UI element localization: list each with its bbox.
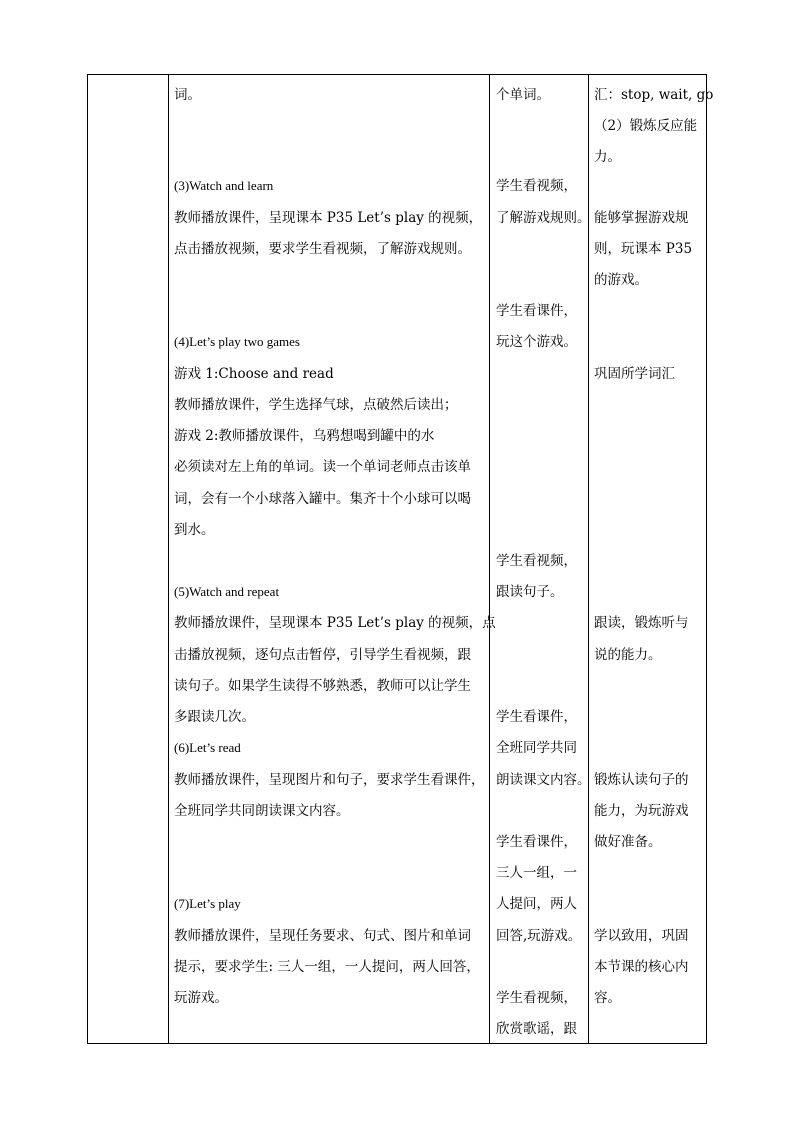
text-line: (7)Let’s play [174, 896, 241, 911]
text-line: 能力，为玩游戏 [594, 803, 689, 819]
text-line: 玩这个游戏。 [496, 334, 577, 350]
text-line: 说的能力。 [594, 647, 662, 663]
text-line: 玩游戏。 [174, 990, 228, 1006]
text-line: 游戏 1:Choose and read [174, 366, 334, 382]
text-line: 教师播放课件，呈现任务要求、句式、图片和单词 [174, 928, 471, 944]
text-line: 学生看课件， [496, 834, 577, 850]
text-line: 游戏 2:教师播放课件，乌鸦想喝到罐中的水 [174, 428, 435, 444]
text-line: 朗读课文内容。 [496, 772, 591, 788]
text-line: 了解游戏规则。 [496, 210, 591, 226]
text-line: (3)Watch and learn [174, 178, 274, 193]
text-line: 学生看视频， [496, 178, 577, 194]
text-line: 到水。 [174, 522, 215, 538]
text-line: 容。 [594, 990, 621, 1006]
text-line: 教师播放课件，呈现课本 P35 Let’s play 的视频， [174, 210, 483, 226]
text-line: 做好准备。 [594, 834, 662, 850]
text-line: 的游戏。 [594, 272, 648, 288]
text-line: 巩固所学词汇 [594, 366, 675, 382]
text-line: （2）锻炼反应能 [594, 118, 698, 134]
text-line: 跟读句子。 [496, 584, 564, 600]
text-line: 学生看课件， [496, 303, 577, 319]
text-line: 则，玩课本 P35 [594, 241, 693, 257]
text-line: 跟读，锻炼听与 [594, 615, 689, 631]
text-line: 回答,玩游戏。 [496, 928, 582, 944]
text-line: 教师播放课件，呈现图片和句子，要求学生看课件， [174, 772, 485, 788]
text-line: 本节课的核心内 [594, 959, 689, 975]
text-line: 学生看课件， [496, 709, 577, 725]
teacher-activity-column [174, 75, 496, 1043]
lesson-plan-table [87, 74, 714, 1044]
text-line: 学生看视频， [496, 990, 577, 1006]
text-line: 教师播放课件，学生选择气球，点破然后读出； [174, 397, 458, 413]
text-line: 力。 [594, 149, 621, 165]
text-line: (4)Let’s play two games [174, 334, 300, 349]
text-line: 三人一组，一 [496, 865, 577, 881]
text-line: 汇：stop, wait, go [594, 87, 714, 103]
text-line: 提示，要求学生: 三人一组，一人提问，两人回答， [174, 959, 480, 975]
text-line: 学生看视频， [496, 553, 577, 569]
text-line: 欣赏歌谣，跟 [496, 1021, 577, 1037]
text-line: 全班同学共同 [496, 740, 577, 756]
student-activity-column [496, 75, 591, 1043]
text-line: 人提问，两人 [496, 896, 577, 912]
text-line: 读句子。如果学生读得不够熟悉，教师可以让学生 [174, 678, 471, 694]
text-line: 词。 [174, 87, 201, 103]
text-line: 教师播放课件，呈现课本 P35 Let’s play 的视频，点 [174, 615, 496, 631]
text-line: 多跟读几次。 [174, 709, 255, 725]
text-line: 必须读对左上角的单词。读一个单词老师点击该单 [174, 459, 471, 475]
design-purpose-column [594, 75, 714, 1043]
text-line: 学以致用，巩固 [594, 928, 689, 944]
column-divider [489, 75, 490, 1043]
text-line: 能够掌握游戏规 [594, 210, 689, 226]
text-line: 个单词。 [496, 87, 550, 103]
text-line: 词，会有一个小球落入罐中。集齐十个小球可以喝 [174, 491, 471, 507]
text-line: 全班同学共同朗读课文内容。 [174, 803, 350, 819]
text-line: 点击播放视频，要求学生看视频，了解游戏规则。 [174, 241, 471, 257]
text-line: 锻炼认读句子的 [594, 772, 689, 788]
column-divider [168, 75, 169, 1043]
text-line: (5)Watch and repeat [174, 584, 280, 599]
text-line: 击播放视频，逐句点击暂停，引导学生看视频，跟 [174, 647, 471, 663]
text-line: (6)Let’s read [174, 740, 241, 755]
